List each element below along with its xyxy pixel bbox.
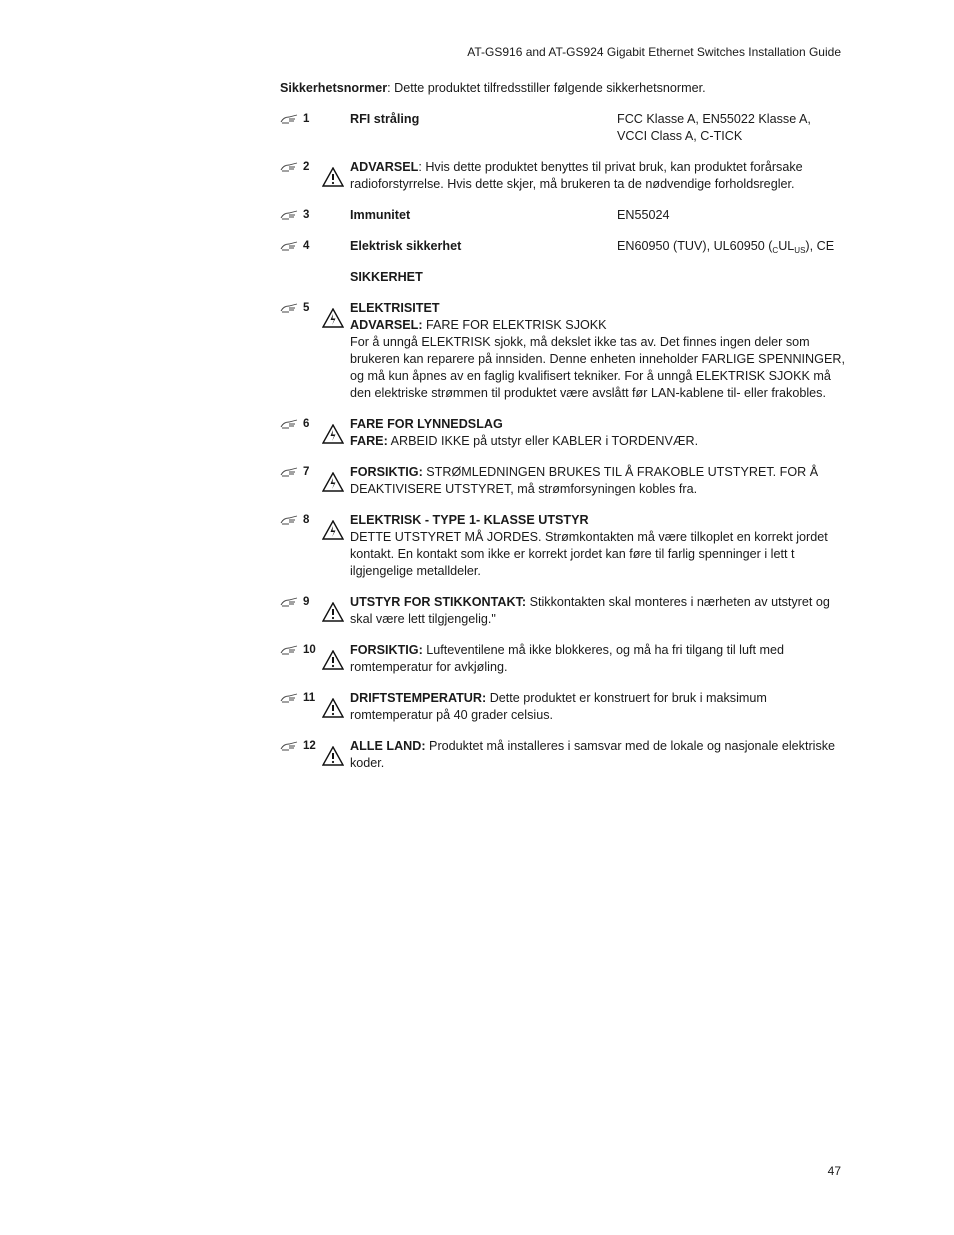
entry-text xyxy=(350,300,845,402)
entry-number: 8 xyxy=(303,514,310,526)
entry-6 xyxy=(280,416,845,450)
entry-number: 4 xyxy=(303,240,310,252)
section-heading xyxy=(280,269,845,286)
entry-bold: FORSIKTIG: xyxy=(350,643,423,657)
pointing-hand-icon xyxy=(280,692,300,704)
warning-triangle-icon xyxy=(322,167,344,187)
entry-10 xyxy=(280,642,845,676)
intro-paragraph xyxy=(280,80,840,97)
electric-hazard-icon xyxy=(322,520,344,540)
entry-text xyxy=(350,690,845,724)
intro-label: Sikkerhetsnormer xyxy=(280,81,388,95)
entry-number: 10 xyxy=(303,644,316,656)
entry-body: FARE FOR ELEKTRISK SJOKK xyxy=(422,318,607,332)
entry-12 xyxy=(280,738,845,772)
running-header: AT-GS916 and AT-GS924 Gigabit Ethernet Switches Installation Guide xyxy=(467,45,841,59)
entry-bold: FORSIKTIG: xyxy=(350,465,423,479)
entry-heading: FARE FOR LYNNEDSLAG xyxy=(350,417,503,431)
entry-bold: UTSTYR FOR STIKKONTAKT: xyxy=(350,595,527,609)
entry-9 xyxy=(280,594,845,628)
warning-triangle-icon xyxy=(322,746,344,766)
entry-number: 2 xyxy=(303,161,310,173)
entry-number: 5 xyxy=(303,302,310,314)
electric-hazard-icon xyxy=(322,472,344,492)
pointing-hand-icon xyxy=(280,240,300,252)
entry-body: For å unngå ELEKTRISK sjokk, må dekslet ikke tas av. Det finnes ingen deler som brukeren kan reparere på innsiden. Denne enheten inneholder FARLIGE SPENNINGER, og må kun åpnes av en faglig kvalifisert tekniker. For å unngå ELEKTRISK SJOKK må den elektriske strømmen til produktet være avslått før LAN-kablene til- eller frakobles. xyxy=(350,335,845,400)
electric-hazard-icon xyxy=(322,424,344,444)
entry-body: STRØMLEDNINGEN BRUKES TIL Å FRAKOBLE UTSTYRET. FOR Å DEAKTIVISERE UTSTYRET, må strømforsyningen kobles fra. xyxy=(350,465,819,496)
entry-5 xyxy=(280,300,845,402)
warning-triangle-icon xyxy=(322,602,344,622)
pointing-hand-icon xyxy=(280,514,300,526)
entry-2 xyxy=(280,159,845,193)
entry-bold: ADVARSEL: xyxy=(350,318,423,332)
entry-text xyxy=(350,738,845,772)
entry-body: : Hvis dette produktet benyttes til privat bruk, kan produktet forårsake radioforstyrrelse. Hvis dette skjer, må brukeren ta de nødvendige forholdsregler. xyxy=(350,160,803,191)
page-number: 47 xyxy=(827,1164,841,1178)
entry-bold: DRIFTSTEMPERATUR: xyxy=(350,691,487,705)
pointing-hand-icon xyxy=(280,740,300,752)
entry-number: 1 xyxy=(303,113,310,125)
entry-number: 3 xyxy=(303,209,310,221)
value-line: VCCI Class A, C-TICK xyxy=(617,129,743,143)
subscript: C xyxy=(772,246,779,255)
warning-triangle-icon xyxy=(322,698,344,718)
entry-text xyxy=(350,416,845,450)
entry-3 xyxy=(280,207,845,224)
entry-1 xyxy=(280,111,845,145)
pointing-hand-icon xyxy=(280,596,300,608)
entry-number: 11 xyxy=(303,692,316,704)
value-line: FCC Klasse A, EN55022 Klasse A, xyxy=(617,112,811,126)
entry-text xyxy=(350,512,845,580)
entry-body: Stikkontakten skal monteres i nærheten av utstyret og skal være lett tilgjengelig." xyxy=(350,595,830,626)
subscript: US xyxy=(794,246,806,255)
entry-11 xyxy=(280,690,845,724)
section-title: SIKKERHET xyxy=(350,270,423,284)
entry-body: DETTE UTSTYRET MÅ JORDES. Strømkontakten må være tilkoplet en korrekt jordet kontakt. En kontakt som ikke er korrekt jordet kan føre til farlig spenninger i lett t ilgjengelige metalldeler. xyxy=(350,530,828,578)
entry-text xyxy=(350,642,845,676)
entry-body: Dette produktet er konstruert for bruk i maksimum romtemperatur på 40 grader celsius. xyxy=(350,691,767,722)
entry-8 xyxy=(280,512,845,580)
entry-number: 6 xyxy=(303,418,310,430)
entry-4 xyxy=(280,238,845,255)
entry-body: ARBEID IKKE på utstyr eller KABLER i TORDENVÆR. xyxy=(387,434,699,448)
value-part: ), CE xyxy=(805,239,835,253)
safety-entries xyxy=(280,111,845,786)
entry-number: 7 xyxy=(303,466,310,478)
entry-text xyxy=(350,594,845,628)
entry-body: Produktet må installeres i samsvar med de lokale og nasjonale elektriske koder. xyxy=(350,739,836,770)
pointing-hand-icon xyxy=(280,161,300,173)
pointing-hand-icon xyxy=(280,644,300,656)
entry-value xyxy=(617,238,845,255)
electric-hazard-icon xyxy=(322,308,344,328)
pointing-hand-icon xyxy=(280,113,300,125)
entry-number: 12 xyxy=(303,740,316,752)
pointing-hand-icon xyxy=(280,302,300,314)
entry-label: Immunitet xyxy=(350,208,411,222)
pointing-hand-icon xyxy=(280,466,300,478)
entry-heading: ELEKTRISK - TYPE 1- KLASSE UTSTYR xyxy=(350,513,589,527)
pointing-hand-icon xyxy=(280,209,300,221)
entry-value: EN55024 xyxy=(617,208,670,222)
intro-text: : Dette produktet tilfredsstiller følgende sikkerhetsnormer. xyxy=(387,81,706,95)
entry-bold: ADVARSEL xyxy=(350,160,419,174)
entry-body: Lufteventilene må ikke blokkeres, og må ha fri tilgang til luft med romtemperatur for avkjøling. xyxy=(350,643,784,674)
pointing-hand-icon xyxy=(280,418,300,430)
entry-label: Elektrisk sikkerhet xyxy=(350,239,462,253)
entry-7 xyxy=(280,464,845,498)
entry-text xyxy=(350,464,845,498)
entry-number: 9 xyxy=(303,596,310,608)
entry-text xyxy=(350,159,845,193)
value-part: EN60950 (TUV), UL60950 ( xyxy=(617,239,773,253)
entry-value xyxy=(617,111,845,145)
value-part: UL xyxy=(778,239,795,253)
warning-triangle-icon xyxy=(322,650,344,670)
entry-label: RFI stråling xyxy=(350,112,420,126)
entry-heading: ELEKTRISITET xyxy=(350,301,440,315)
entry-bold: ALLE LAND: xyxy=(350,739,426,753)
entry-bold: FARE: xyxy=(350,434,388,448)
